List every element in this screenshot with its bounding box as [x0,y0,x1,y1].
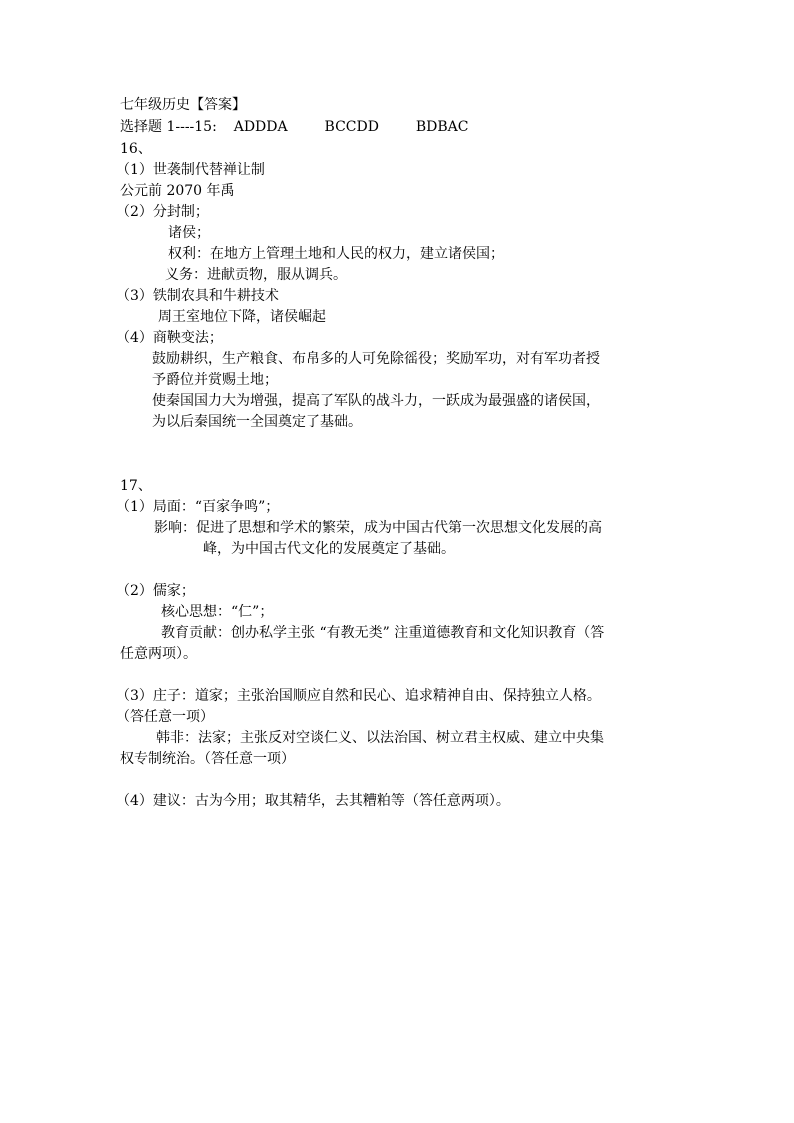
q17-part-1-b: 峰，为中国古代文化的发展奠定了基础。 [203,541,455,557]
q16-part-4-d: 为以后秦国统一全国奠定了基础。 [152,414,362,430]
mc-group-3: BDBAC [415,119,469,135]
q17-part-2-c: 任意两项）。 [120,646,197,662]
q16-part-3: （3）铁制农具和牛耕技术 [116,288,279,304]
q16-part-2-b: 权利：在地方上管理土地和人民的权力，建立诸侯国； [168,246,504,262]
q16-part-2-c: 义务：进献贡物，服从调兵。 [165,267,347,283]
q16-part-4-a: 鼓励耕织，生产粮食、布帛多的人可免除徭役；奖励军功，对有军功者授 [152,351,600,367]
q17-part-3-a: （答任意一项） [116,709,214,725]
q16-part-3-a: 周王室地位下降，诸侯崛起 [158,309,326,325]
q17-part-3-b: 韩非：法家；主张反对空谈仁义、以法治国、树立君主权威、建立中央集 [156,730,604,746]
q17-part-2-b: 教育贡献：创办私学主张 “有教无类” 注重道德教育和文化知识教育（答 [161,625,605,641]
q16-part-1: （1）世袭制代替禅让制 [116,162,265,178]
q17-number: 17、 [120,478,152,494]
mc-group-1: ADDDA [233,119,288,135]
q16-part-4-b: 予爵位并赏赐土地； [152,372,278,388]
q16-part-1-detail: 公元前 2070 年禹 [120,183,235,199]
mc-group-2: BCCDD [324,119,379,135]
q17-part-4: （4）建议：古为今用；取其精华，去其糟粕等（答任意两项）。 [116,793,510,809]
doc-title: 七年级历史【答案】 [120,97,246,113]
q17-part-1-a: 影响：促进了思想和学术的繁荣，成为中国古代第一次思想文化发展的高 [154,520,602,536]
q16-part-2-a: 诸侯； [168,225,210,241]
q16-part-2: （2）分封制； [116,204,209,220]
q16-part-4: （4）商鞅变法； [116,330,223,346]
q17-part-3-c: 权专制统治。（答任意一项） [120,751,295,767]
mc-answers [120,117,468,137]
q17-part-1: （1）局面：“百家争鸣”； [116,499,280,515]
mc-label: 选择题 1----15: [120,119,217,135]
q17-part-3: （3）庄子：道家；主张治国顺应自然和民心、追求精神自由、保持独立人格。 [116,688,601,704]
q17-part-2: （2）儒家； [116,583,195,599]
q16-part-4-c: 使秦国国力大为增强，提高了军队的战斗力，一跃成为最强盛的诸侯国， [152,393,600,409]
q17-part-2-a: 核心思想：“仁”； [161,604,274,620]
q16-number: 16、 [120,141,152,157]
